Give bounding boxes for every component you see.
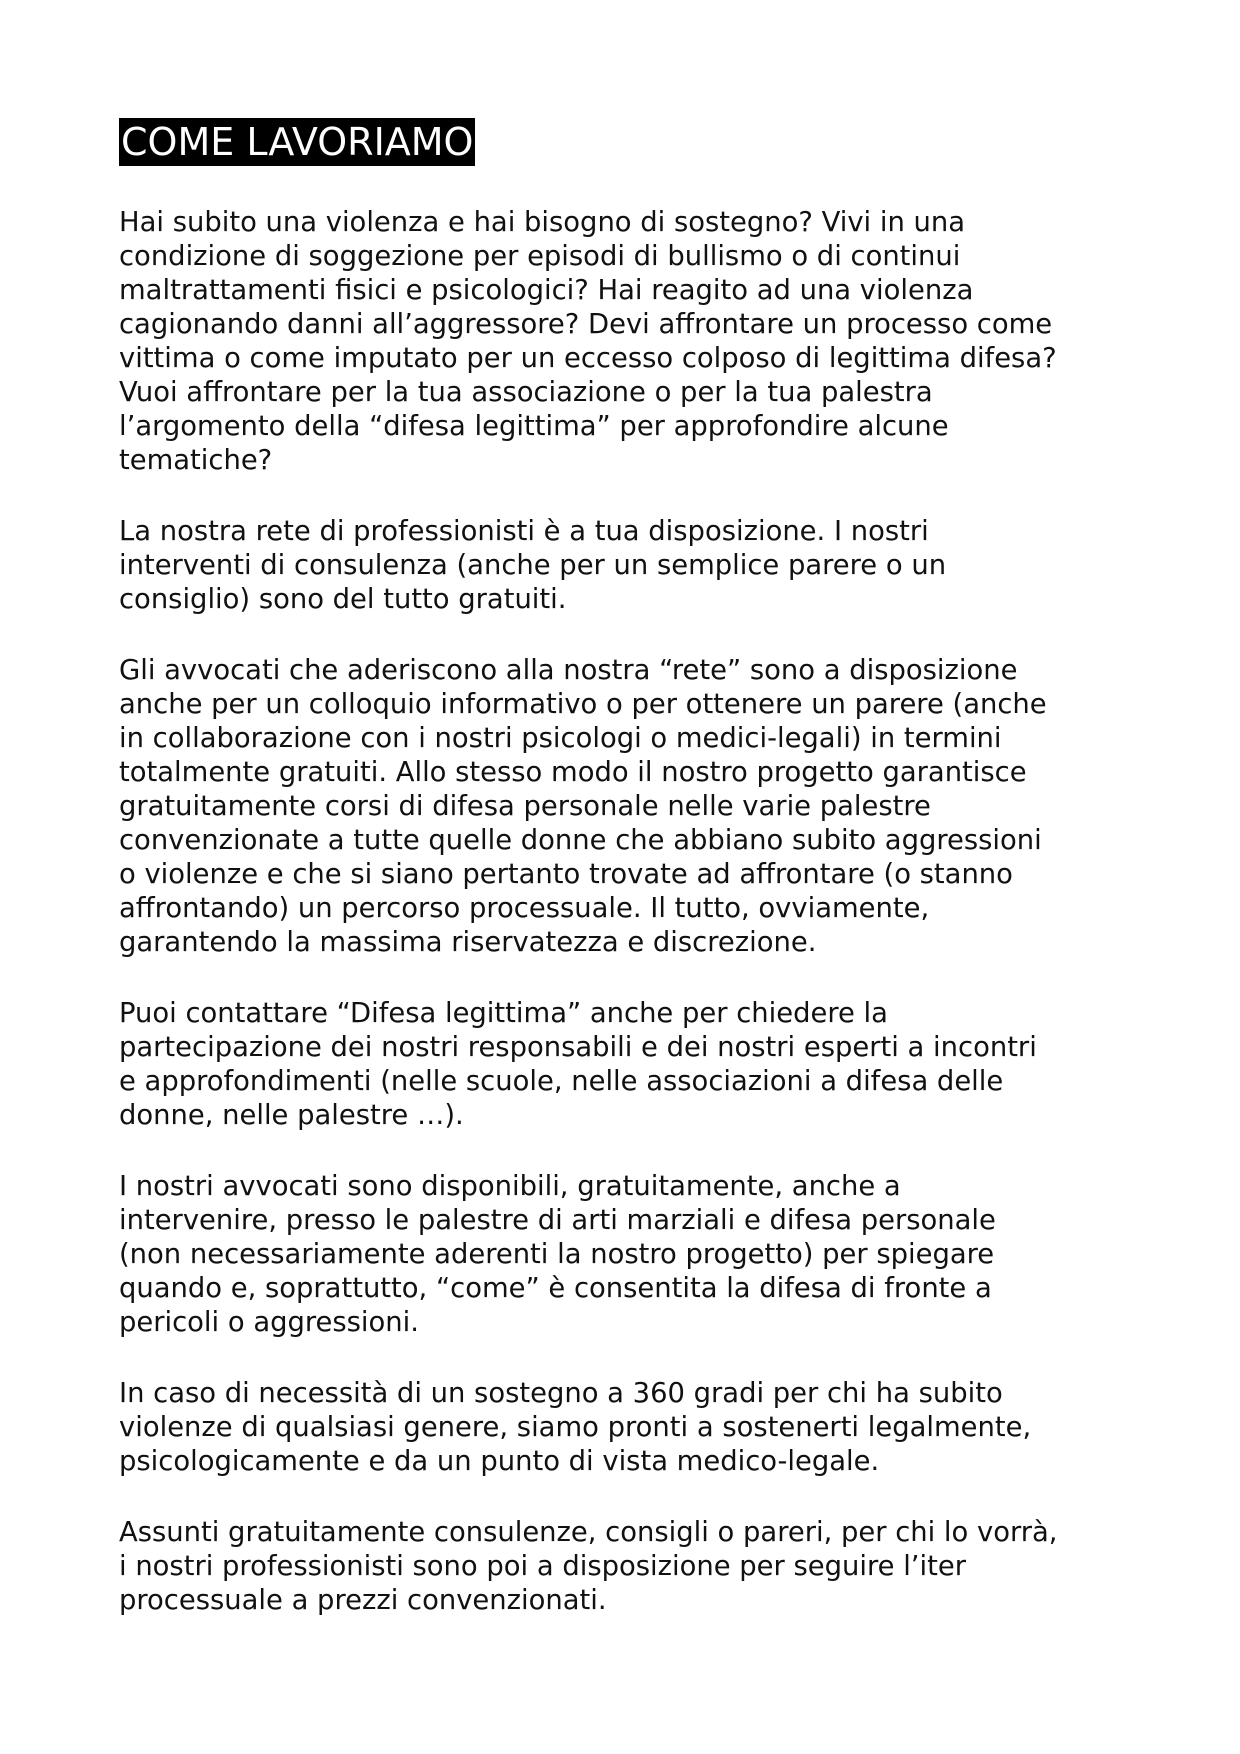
document-body bbox=[119, 206, 1129, 1618]
paragraph: Hai subito una violenza e hai bisogno di sostegno? Vivi in una condizione di soggezione per episodi di bullismo o di continui maltrattamenti fisici e psicologici? Hai reagito ad una violenza cagionando danni all’aggressore? Devi affrontare un processo come vittima o come imputato per un eccesso colposo di legittima difesa? Vuoi affrontare per la tua associazione o per la tua palestra l’argomento della “difesa legittima” per approfondire alcune tematiche? bbox=[119, 207, 1057, 476]
paragraph: Assunti gratuitamente consulenze, consigli o pareri, per chi lo vorrà, i nostri professionisti sono poi a disposizione per seguire l’iter processuale a prezzi convenzionati. bbox=[119, 1517, 1058, 1616]
document-page bbox=[119, 118, 1129, 1655]
paragraph: I nostri avvocati sono disponibili, gratuitamente, anche a intervenire, presso le palestre di arti marziali e difesa personale (non necessariamente aderenti la nostro progetto) per spiegare quando e, soprattutto, “come” è consentita la difesa di fronte a pericoli o aggressioni. bbox=[119, 1171, 996, 1338]
paragraph: Gli avvocati che aderiscono alla nostra “rete” sono a disposizione anche per un colloquio informativo o per ottenere un parere (anche in collaborazione con i nostri psicologi o medici-legali) in termini totalmente gratuiti. Allo stesso modo il nostro progetto garantisce gratuitamente corsi di difesa personale nelle varie palestre convenzionate a tutte quelle donne che abbiano subito aggressioni o violenze e che si siano pertanto trovate ad affrontare (o stanno affrontando) un percorso processuale. Il tutto, ovviamente, garantendo la massima riservatezza e discrezione. bbox=[119, 655, 1047, 958]
paragraph: In caso di necessità di un sostegno a 360 gradi per chi ha subito violenze di qualsiasi genere, siamo pronti a sostenerti legalmente, psicologicamente e da un punto di vista medico-legale. bbox=[119, 1378, 1032, 1477]
paragraph: La nostra rete di professionisti è a tua disposizione. I nostri interventi di consulenza (anche per un semplice parere o un consiglio) sono del tutto gratuiti. bbox=[119, 516, 947, 615]
page-title: COME LAVORIAMO bbox=[121, 120, 474, 164]
paragraph: Puoi contattare “Difesa legittima” anche per chiedere la partecipazione dei nostri responsabili e dei nostri esperti a incontri e approfondimenti (nelle scuole, nelle associazioni a difesa delle donne, nelle palestre …). bbox=[119, 998, 1037, 1131]
